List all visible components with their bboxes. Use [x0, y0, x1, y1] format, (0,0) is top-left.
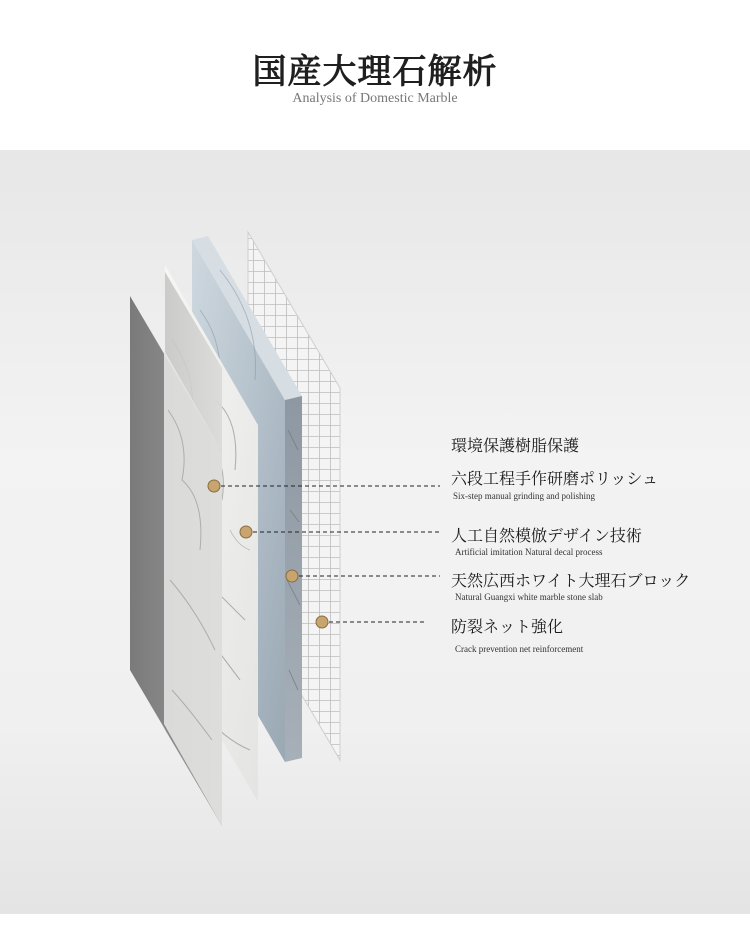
layer-sublabel-decal: Artificial imitation Natural decal process: [455, 547, 603, 557]
layer-label-mesh: 防裂ネット強化: [451, 617, 564, 636]
marker-mesh: [316, 616, 328, 628]
layer-sublabel-polish: Six-step manual grinding and polishing: [453, 491, 595, 501]
marker-decal: [240, 526, 252, 538]
layer-label-decal: 人工自然模倣デザイン技術: [451, 526, 642, 545]
layer-label-resin: 環境保護樹脂保護: [451, 436, 580, 455]
page-title: 国産大理石解析: [252, 52, 498, 92]
layer-label-block: 天然広西ホワイト大理石ブロック: [451, 571, 691, 590]
footer-strip: [0, 914, 750, 928]
marker-polish: [208, 480, 220, 492]
marble-diagram: [0, 150, 750, 914]
layer-sublabel-mesh: Crack prevention net reinforcement: [455, 644, 584, 654]
page-subtitle: Analysis of Domestic Marble: [292, 91, 458, 106]
marker-block: [286, 570, 298, 582]
layer-label-polish: 六段工程手作研磨ポリッシュ: [451, 469, 659, 488]
layer-sublabel-block: Natural Guangxi white marble stone slab: [455, 592, 603, 602]
header: [0, 0, 750, 150]
